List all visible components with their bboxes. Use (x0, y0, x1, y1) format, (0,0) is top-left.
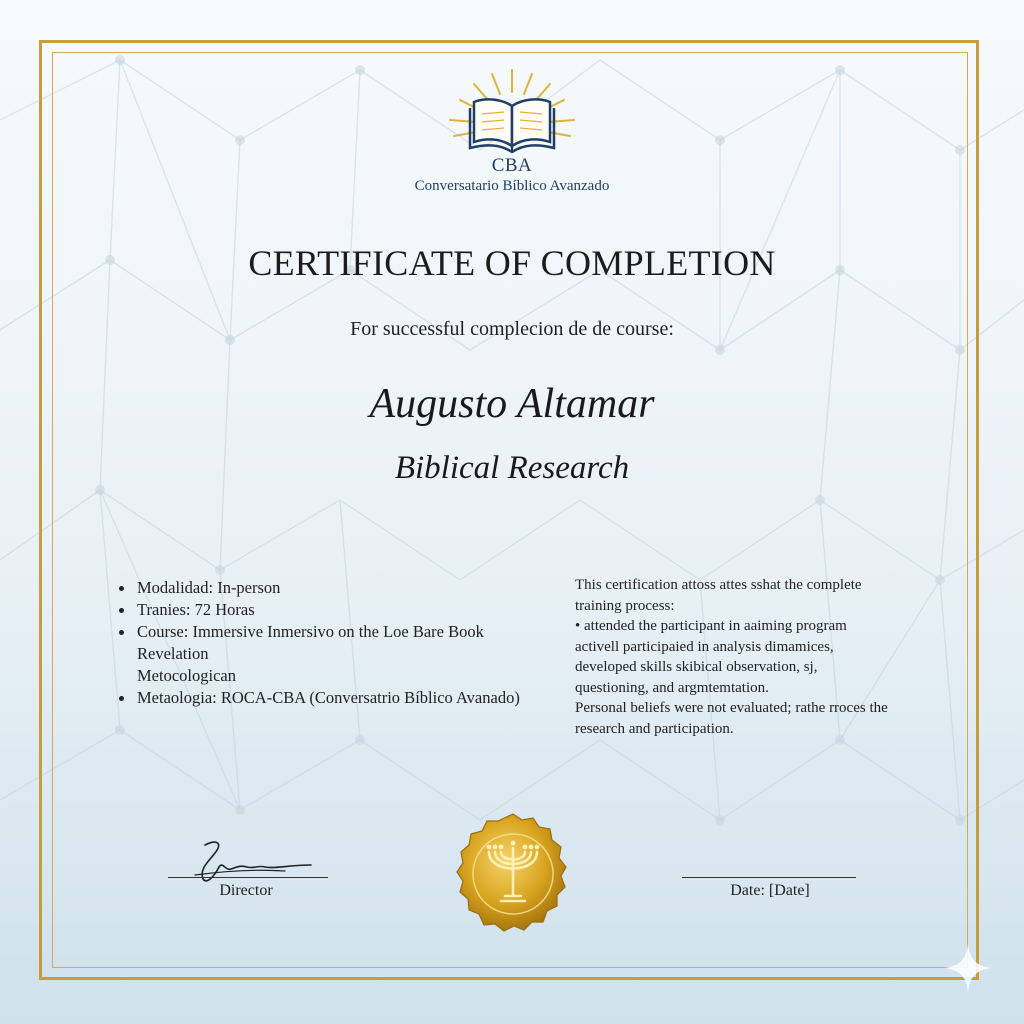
detail-course-continuation-2: Metocologican (137, 666, 236, 685)
attestation-line: developed skills skibical observation, sj, (575, 659, 818, 675)
date-label: Date: [Date] (730, 882, 810, 899)
attestation-line: • attended the participant in aaiming program (575, 618, 847, 634)
open-book-sunburst-icon (440, 66, 584, 166)
institution-abbreviation: CBA (491, 155, 533, 176)
date-signature-line (682, 877, 856, 878)
detail-methodology: Metaologia: ROCA-CBA (Conversatrio Bíblico Avanado) (118, 687, 558, 709)
detail-course: Course: Immersive Inmersivo on the Loe Bare Book (118, 621, 558, 643)
detail-course-continuation-1: Revelation (137, 644, 209, 663)
program-name: Biblical Research (394, 450, 630, 486)
attestation-line: questioning, and argmtemtation. (575, 679, 769, 696)
director-signature-line (168, 877, 328, 878)
attestation-line: Personal beliefs were not evaluated; rathe rroces the (575, 700, 888, 716)
course-details-list (118, 577, 558, 709)
institution-name: Conversatario Bíblico Avanzado (414, 178, 610, 194)
attestation-line: This certification attoss attes sshat the complete (575, 577, 862, 593)
recipient-name: Augusto Altamar (369, 381, 655, 427)
detail-modality: Modalidad: In-person (118, 577, 558, 599)
attestation-line: research and participation. (575, 720, 734, 737)
attestation-line: training process: (575, 597, 675, 614)
attestation-text (575, 575, 935, 739)
attestation-line: activell participaied in analysis dimamices, (575, 638, 834, 655)
certificate-title: CERTIFICATE OF COMPLETION (248, 243, 776, 283)
sparkle-icon (942, 942, 994, 994)
director-label: Director (219, 882, 273, 899)
detail-hours: Tranies: 72 Horas (118, 599, 558, 621)
certificate-subtitle: For successful complecion de de course: (350, 318, 674, 340)
menorah-seal-icon (448, 810, 578, 940)
